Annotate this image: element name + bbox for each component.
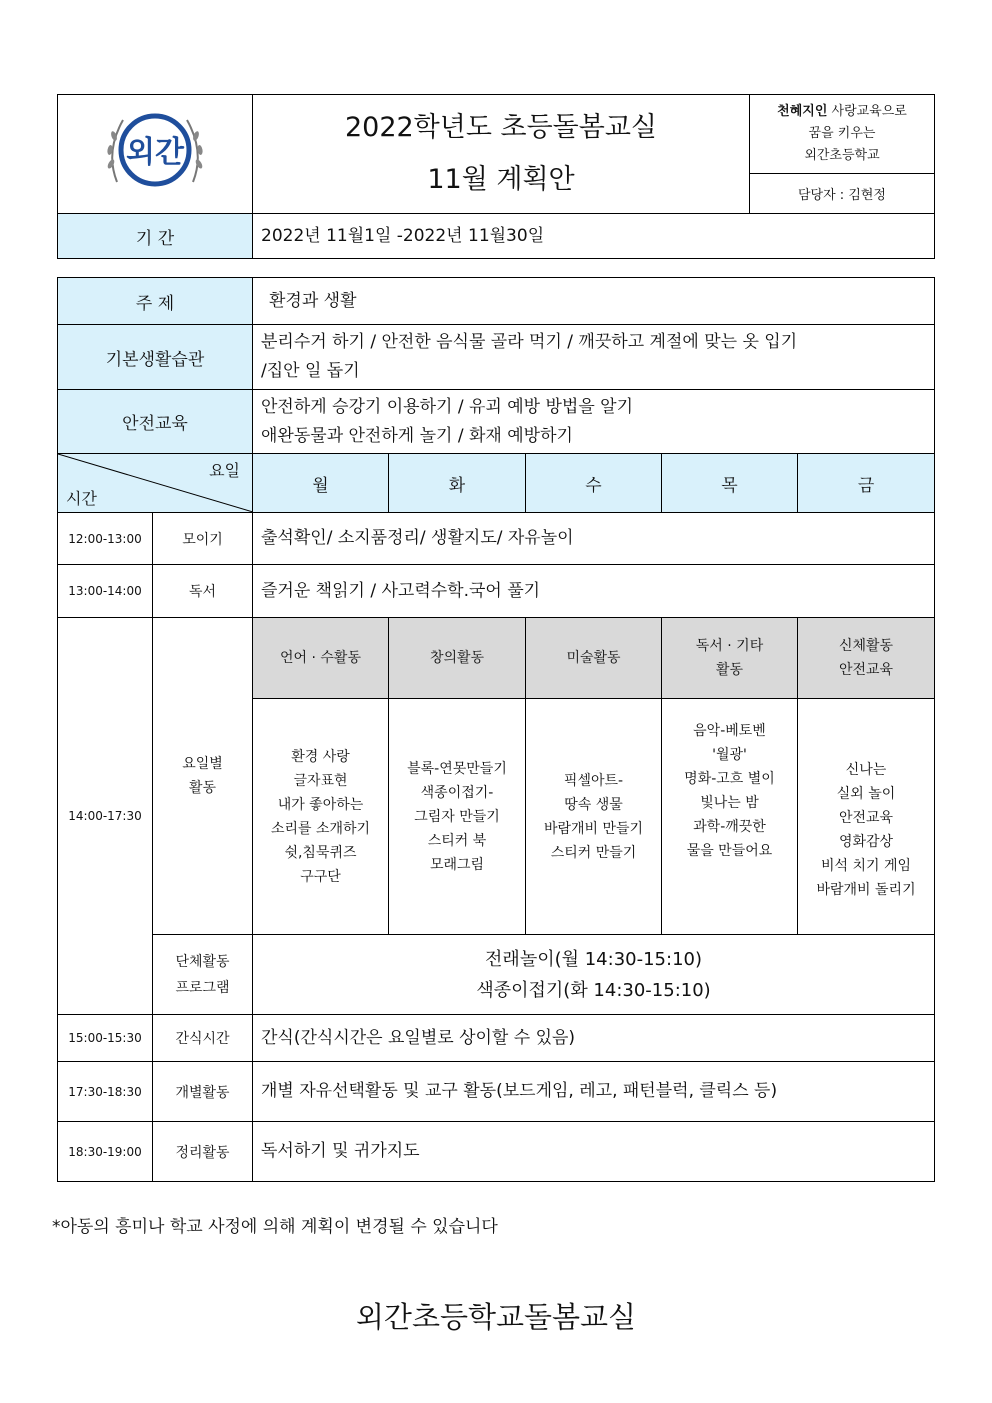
habits-value — [253, 325, 935, 390]
individual-value: 개별 자유선택활동 및 교구 활동(보드게임, 레고, 패턴블럭, 클릭스 등) — [253, 1062, 935, 1122]
period-value: 2022년 11월1일 -2022년 11월30일 — [253, 214, 935, 259]
group-line1: 전래놀이(월 14:30-15:10) — [485, 948, 702, 970]
habits-line1: 분리수거 하기 / 안전한 음식물 골라 먹기 / 깨끗하고 계절에 맞는 옷 입기 — [261, 332, 798, 352]
motto-line2: 꿈을 키우는 — [808, 126, 876, 141]
safety-value — [253, 390, 935, 454]
theme-value: 환경과 생활 — [253, 278, 935, 325]
gathering-value: 출석확인/ 소지품정리/ 생활지도/ 자유놀이 — [253, 513, 935, 565]
group-label-line2: 프로그램 — [175, 979, 230, 996]
logo-text: 외간 — [126, 135, 184, 170]
schedule-table — [57, 277, 935, 1182]
cleanup-label: 정리활동 — [153, 1122, 253, 1182]
safety-label: 안전교육 — [58, 390, 253, 454]
motto-cell — [750, 95, 935, 174]
activities-mon: 환경 사랑 글자표현 내가 좋아하는 소리를 소개하기 쉿,침묵퀴즈 구구단 — [253, 699, 389, 935]
corner-day-label: 요일 — [209, 461, 240, 480]
category-tue: 창의활동 — [389, 618, 526, 699]
logo-cell — [58, 95, 253, 214]
period-label: 기 간 — [58, 214, 253, 259]
activities-tue: 블록-연못만들기 색종이접기- 그림자 만들기 스티커 북 모래그림 — [389, 699, 526, 935]
day-wed: 수 — [526, 454, 662, 513]
snack-value: 간식(간식시간은 요일별로 상이할 수 있음) — [253, 1015, 935, 1062]
cleanup-value: 독서하기 및 귀가지도 — [253, 1122, 935, 1182]
day-fri: 금 — [798, 454, 935, 513]
day-thu: 목 — [662, 454, 798, 513]
snack-label: 간식시간 — [153, 1015, 253, 1062]
cleanup-time: 18:30-19:00 — [58, 1122, 153, 1182]
activities-thu: 음악-베토벤 '월광' 명화-고흐 별이 빛나는 밤 과학-깨끗한 물을 만들어요 — [662, 699, 798, 935]
group-label — [153, 935, 253, 1015]
reading-label: 독서 — [153, 565, 253, 618]
corner-time-label: 시간 — [66, 489, 97, 508]
title-line1: 2022학년도 초등돌봄교실 — [344, 112, 658, 143]
daily-label-line2: 활동 — [188, 780, 217, 796]
school-logo — [95, 102, 215, 202]
snack-time: 15:00-15:30 — [58, 1015, 153, 1062]
daily-label — [153, 618, 253, 935]
safety-line2: 애완동물과 안전하게 놀기 / 화재 예방하기 — [261, 425, 573, 446]
category-fri: 신체활동 안전교육 — [798, 618, 935, 699]
theme-label: 주 제 — [58, 278, 253, 325]
gathering-label: 모이기 — [153, 513, 253, 565]
day-tue: 화 — [389, 454, 526, 513]
group-label-line1: 단체활동 — [175, 953, 230, 970]
gathering-time: 12:00-13:00 — [58, 513, 153, 565]
safety-line1: 안전하게 승강기 이용하기 / 유괴 예방 방법을 알기 — [261, 396, 633, 417]
header-table — [57, 94, 935, 259]
title-line2: 11월 계획안 — [427, 164, 575, 195]
daily-label-line1: 요일별 — [182, 756, 223, 772]
reading-value: 즐거운 책읽기 / 사고력수학.국어 풀기 — [253, 565, 935, 618]
habits-line2: /집안 일 돕기 — [261, 361, 360, 381]
manager-cell: 담당자 : 김현정 — [750, 174, 935, 214]
change-note: *아동의 흥미나 학교 사정에 의해 계획이 변경될 수 있습니다 — [52, 1217, 498, 1237]
day-mon: 월 — [253, 454, 389, 513]
footer-title: 외간초등학교돌봄교실 — [355, 1300, 637, 1334]
reading-time: 13:00-14:00 — [58, 565, 153, 618]
individual-label: 개별활동 — [153, 1062, 253, 1122]
habits-label: 기본생활습관 — [58, 325, 253, 390]
daily-time: 14:00-17:30 — [58, 618, 153, 1015]
group-line2: 색종이접기(화 14:30-15:10) — [476, 979, 711, 1001]
motto-bold: 천혜지인 — [777, 104, 828, 119]
activities-wed: 픽셀아트- 땅속 생물 바람개비 만들기 스티커 만들기 — [526, 699, 662, 935]
category-mon: 언어 · 수활동 — [253, 618, 389, 699]
individual-time: 17:30-18:30 — [58, 1062, 153, 1122]
activities-fri: 신나는 실외 놀이 안전교육 영화감상 비석 치기 게임 바람개비 돌리기 — [798, 699, 935, 935]
group-value — [253, 935, 935, 1015]
motto-line3: 외간초등학교 — [804, 148, 880, 163]
category-thu: 독서 · 기타 활동 — [662, 618, 798, 699]
motto-rest: 사랑교육으로 — [827, 104, 907, 119]
category-wed: 미술활동 — [526, 618, 662, 699]
title-cell — [253, 95, 750, 214]
corner-cell — [58, 454, 253, 513]
